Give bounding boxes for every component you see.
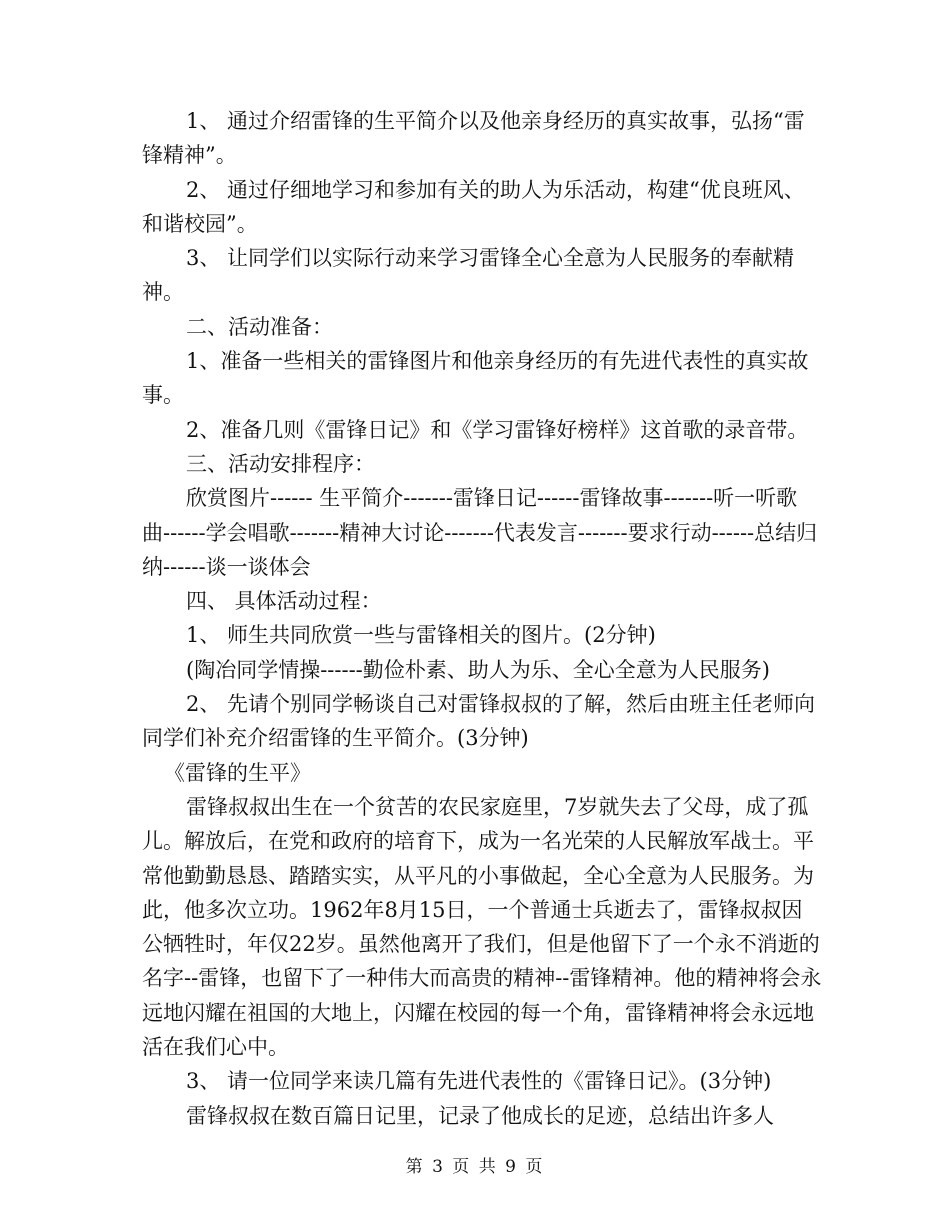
activity-flow: 欣赏图片------ 生平简介-------雷锋日记------雷锋故事-------听一听歌曲------学会唱歌-------精神大讨论-------代表发言-------要求行动------总结归纳------谈一谈体会 <box>142 486 818 579</box>
preparation-1: 1、准备一些相关的雷锋图片和他亲身经历的有先进代表性的真实故事。 <box>142 349 809 408</box>
diary-text: 雷锋叔叔在数百篇日记里，记录了他成长的足迹，总结出许多人 <box>186 1103 774 1128</box>
document-body <box>142 104 822 1133</box>
process-step-1: 1、 师生共同欣赏一些与雷锋相关的图片。(2分钟) <box>186 623 656 648</box>
process-step-1-note: (陶冶同学情操------勤俭朴素、助人为乐、全心全意为人民服务) <box>186 657 770 682</box>
preparation-2: 2、准备几则《雷锋日记》和《学习雷锋好榜样》这首歌的录音带。 <box>186 417 809 442</box>
section-heading-process: 四、 具体活动过程： <box>186 589 382 614</box>
objective-1: 1、 通过介绍雷锋的生平简介以及他亲身经历的真实故事，弘扬“雷锋精神”。 <box>142 109 805 168</box>
biography-text: 雷锋叔叔出生在一个贫苦的农民家庭里，7岁就失去了父母，成了孤儿。解放后，在党和政府的培育下，成为一名光荣的人民解放军战士。平常他勤勤恳恳、踏踏实实，从平凡的小事做起，全心全意为人民服务。为此，他多次立功。1962年8月15日，一个普通士兵逝去了，雷锋叔叔因公牺牲时，年仅22岁。虽然他离开了我们，但是他留下了一个永不消逝的名字--雷锋，也留下了一种伟大而高贵的精神--雷锋精神。他的精神将会永远地闪耀在祖国的大地上，闪耀在校园的每一个角，雷锋精神将会永远地活在我们心中。 <box>142 794 822 1060</box>
section-heading-schedule: 三、活动安排程序： <box>186 451 375 476</box>
section-heading-preparation: 二、活动准备： <box>186 314 333 339</box>
biography-title: 《雷锋的生平》 <box>164 760 311 785</box>
process-step-2: 2、 先请个别同学畅谈自己对雷锋叔叔的了解，然后由班主任老师向同学们补充介绍雷锋的生平简介。(3分钟) <box>142 692 816 751</box>
page-number-footer: 第 3 页 共 9 页 <box>405 1157 545 1177</box>
objective-3: 3、 让同学们以实际行动来学习雷锋全心全意为人民服务的奉献精神。 <box>142 246 795 305</box>
process-step-3: 3、 请一位同学来读几篇有先进代表性的《雷锋日记》。(3分钟) <box>186 1069 772 1094</box>
objective-2: 2、 通过仔细地学习和参加有关的助人为乐活动，构建“优良班风、和谐校园”。 <box>142 177 805 236</box>
